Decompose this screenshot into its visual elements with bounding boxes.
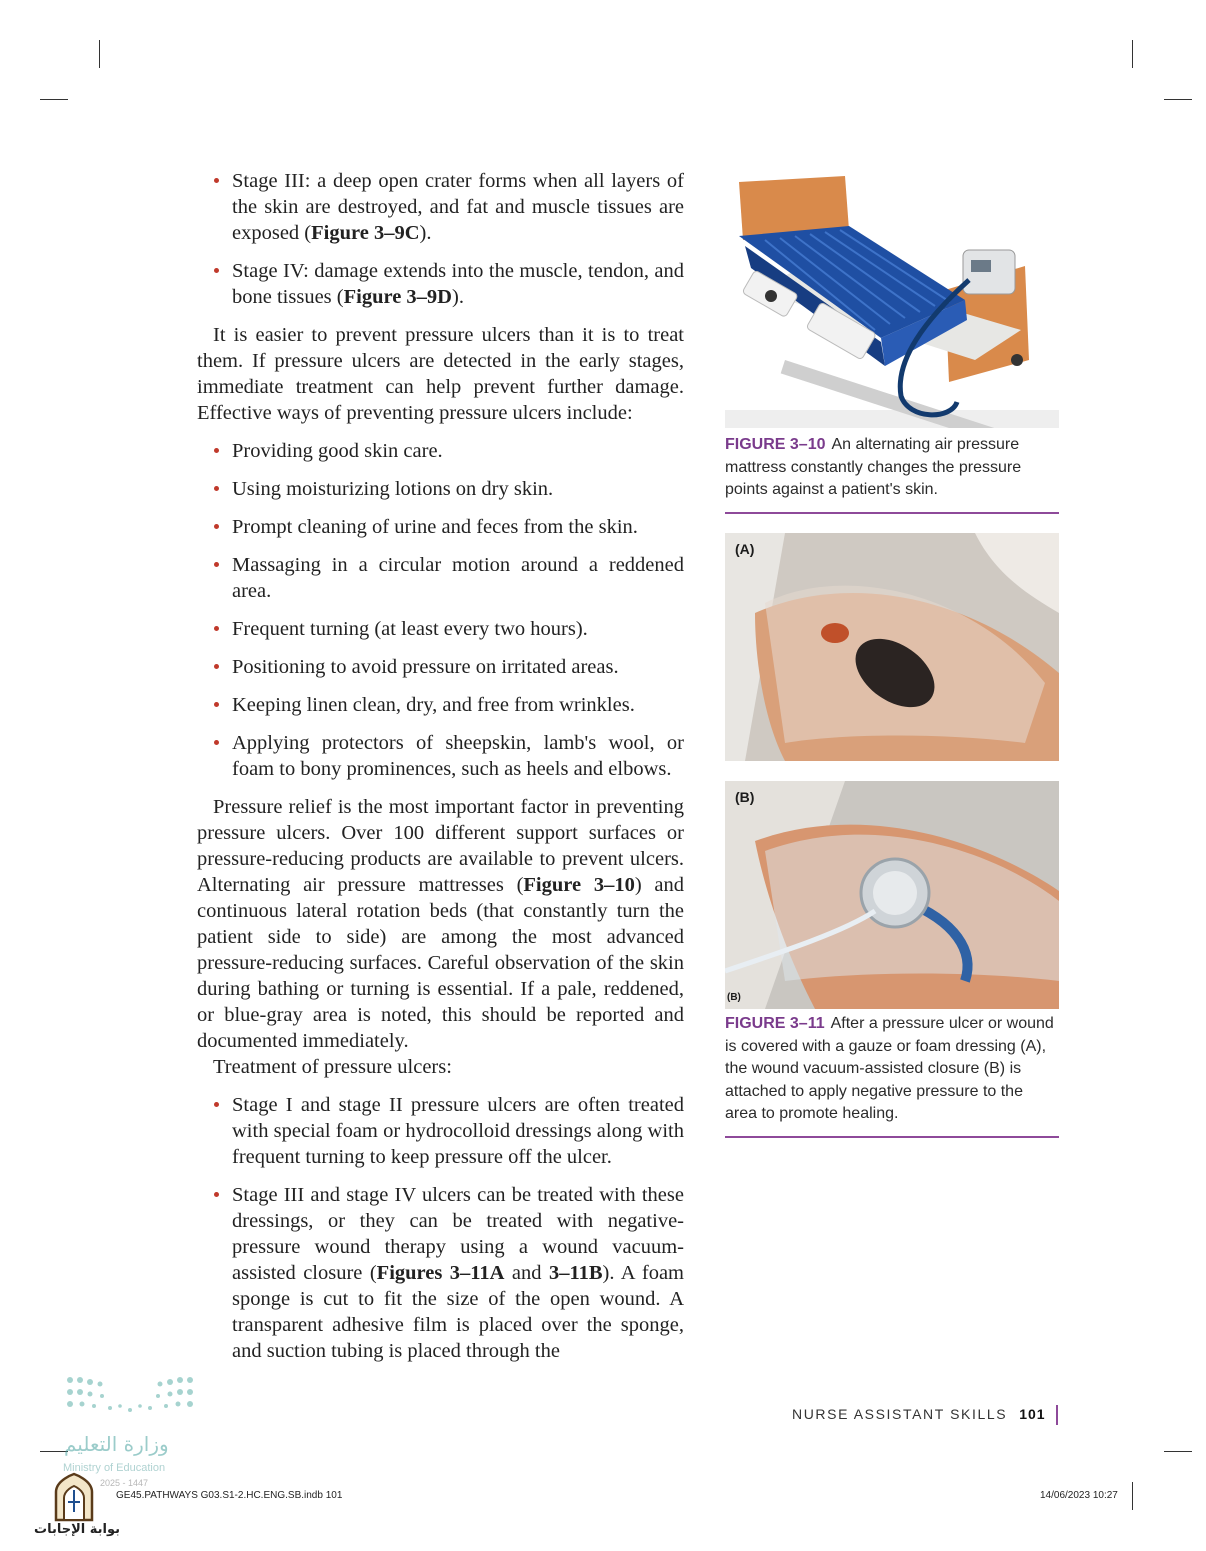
crop-mark (40, 99, 68, 100)
photo-label: (A) (735, 541, 755, 557)
running-head: NURSE ASSISTANT SKILLS (792, 1406, 1008, 1422)
figure-caption: FIGURE 3–11 After a pressure ulcer or wound is covered with a gauze or foam dressing (A), the wound vacuum-assisted closure (B) is attached to apply negative pressure to the area to promote healing. (725, 1013, 1059, 1138)
print-slug-date: 14/06/2023 10:27 (1040, 1490, 1118, 1501)
page-number: 101 (1019, 1406, 1046, 1422)
wound-dressing-photo-a (725, 533, 1059, 761)
foam-dressing-image (725, 533, 1059, 761)
photo-label: (B) (735, 789, 755, 805)
wound-vac-image (725, 781, 1059, 1009)
crop-mark (1164, 1451, 1192, 1452)
print-slug-file: GE45.PATHWAYS G03.S1-2.HC.ENG.SB.indb 101 (116, 1490, 343, 1501)
dots-logo-icon (40, 1370, 210, 1430)
figure-ref: Figure 3–9C (311, 222, 420, 244)
ministry-name-arabic: وزارة التعليم (64, 1432, 169, 1456)
body-column (197, 168, 684, 1376)
prevention-list (197, 438, 684, 782)
crop-mark (1132, 1482, 1133, 1510)
list-item: Stage III and stage IV ulcers can be treated with these dressings, or they can be treated with negative-pressure wound therapy using a wound vacuum-assisted closure (Figures 3–11A and 3–11B). A foam sponge is cut to fit the size of the open wound. A transparent adhesive film is placed over the sponge, and suction tubing is placed through the (232, 1184, 684, 1362)
crop-mark (99, 40, 100, 68)
photo-label: (B) (727, 992, 741, 1003)
paragraph: Pressure relief is the most important factor in preventing pressure ulcers. Over 100 different support surfaces or pressure-reducing products are available to prevent ulcers. Alternating air pressure mattresses (Figure 3–10) and continuous lateral rotation beds (that constantly turn the patient side to side) are among the most advanced pressure-reducing surfaces. Careful observation of the skin during bathing or turning is essential. If a pale, reddened, or blue-gray area is noted, this should be reported and documented immediately. (197, 796, 684, 1052)
figure-3-11 (725, 533, 1059, 1138)
list-item: Using moisturizing lotions on dry skin. (232, 476, 684, 502)
list-item: Providing good skin care. (232, 438, 684, 464)
site-name-arabic: بوابة الإجابات (34, 1522, 120, 1537)
list-item: Keeping linen clean, dry, and free from wrinkles. (232, 692, 684, 718)
figure-ref: Figures 3–11A (376, 1262, 505, 1284)
figure-label: FIGURE 3–10 (725, 436, 826, 453)
list-item: Prompt cleaning of urine and feces from the skin. (232, 514, 684, 540)
figure-3-10 (725, 170, 1059, 514)
treatment-list (197, 1092, 684, 1364)
list-item: Massaging in a circular motion around a reddened area. (232, 554, 684, 602)
gate-icon (52, 1472, 96, 1522)
air-mattress-bed-image (725, 170, 1059, 428)
list-item: Applying protectors of sheepskin, lamb's wool, or foam to bony prominences, such as heels and elbows. (232, 732, 684, 780)
ministry-year: 2025 - 1447 (100, 1478, 149, 1488)
crop-mark (1132, 40, 1133, 68)
running-footer (792, 1406, 1046, 1422)
list-item: Stage III: a deep open crater forms when all layers of the skin are destroyed, and fat and muscle tissues are exposed (Figure 3–9C). (232, 170, 684, 244)
wound-vac-photo-b (725, 781, 1059, 1009)
list-item: Frequent turning (at least every two hours). (232, 616, 684, 642)
figure-ref: Figure 3–10 (523, 874, 635, 896)
figure-caption: FIGURE 3–10 An alternating air pressure mattress constantly changes the pressure points against a patient's skin. (725, 434, 1059, 514)
list-item: Stage IV: damage extends into the muscle, tendon, and bone tissues (Figure 3–9D). (232, 260, 684, 308)
list-item: Stage I and stage II pressure ulcers are often treated with special foam or hydrocolloid dressings along with frequent turning to keep pressure off the ulcer. (232, 1094, 684, 1168)
bed-photo (725, 170, 1059, 428)
figure-ref: 3–11B (548, 1262, 603, 1284)
ministry-name-english: Ministry of Education (63, 1462, 166, 1474)
paragraph: Treatment of pressure ulcers: (213, 1056, 452, 1078)
list-item: Positioning to avoid pressure on irritated areas. (232, 654, 684, 680)
figure-ref: Figure 3–9D (343, 286, 452, 308)
paragraph: It is easier to prevent pressure ulcers than it is to treat them. If pressure ulcers are detected in the early stages, immediate treatment can help prevent further damage. Effective ways of preventing pressure ulcers include: (197, 324, 684, 424)
ministry-logo (34, 1370, 210, 1545)
crop-mark (1164, 99, 1192, 100)
figure-label: FIGURE 3–11 (725, 1015, 825, 1032)
footer-divider (1056, 1405, 1058, 1425)
stage-list (197, 168, 684, 310)
